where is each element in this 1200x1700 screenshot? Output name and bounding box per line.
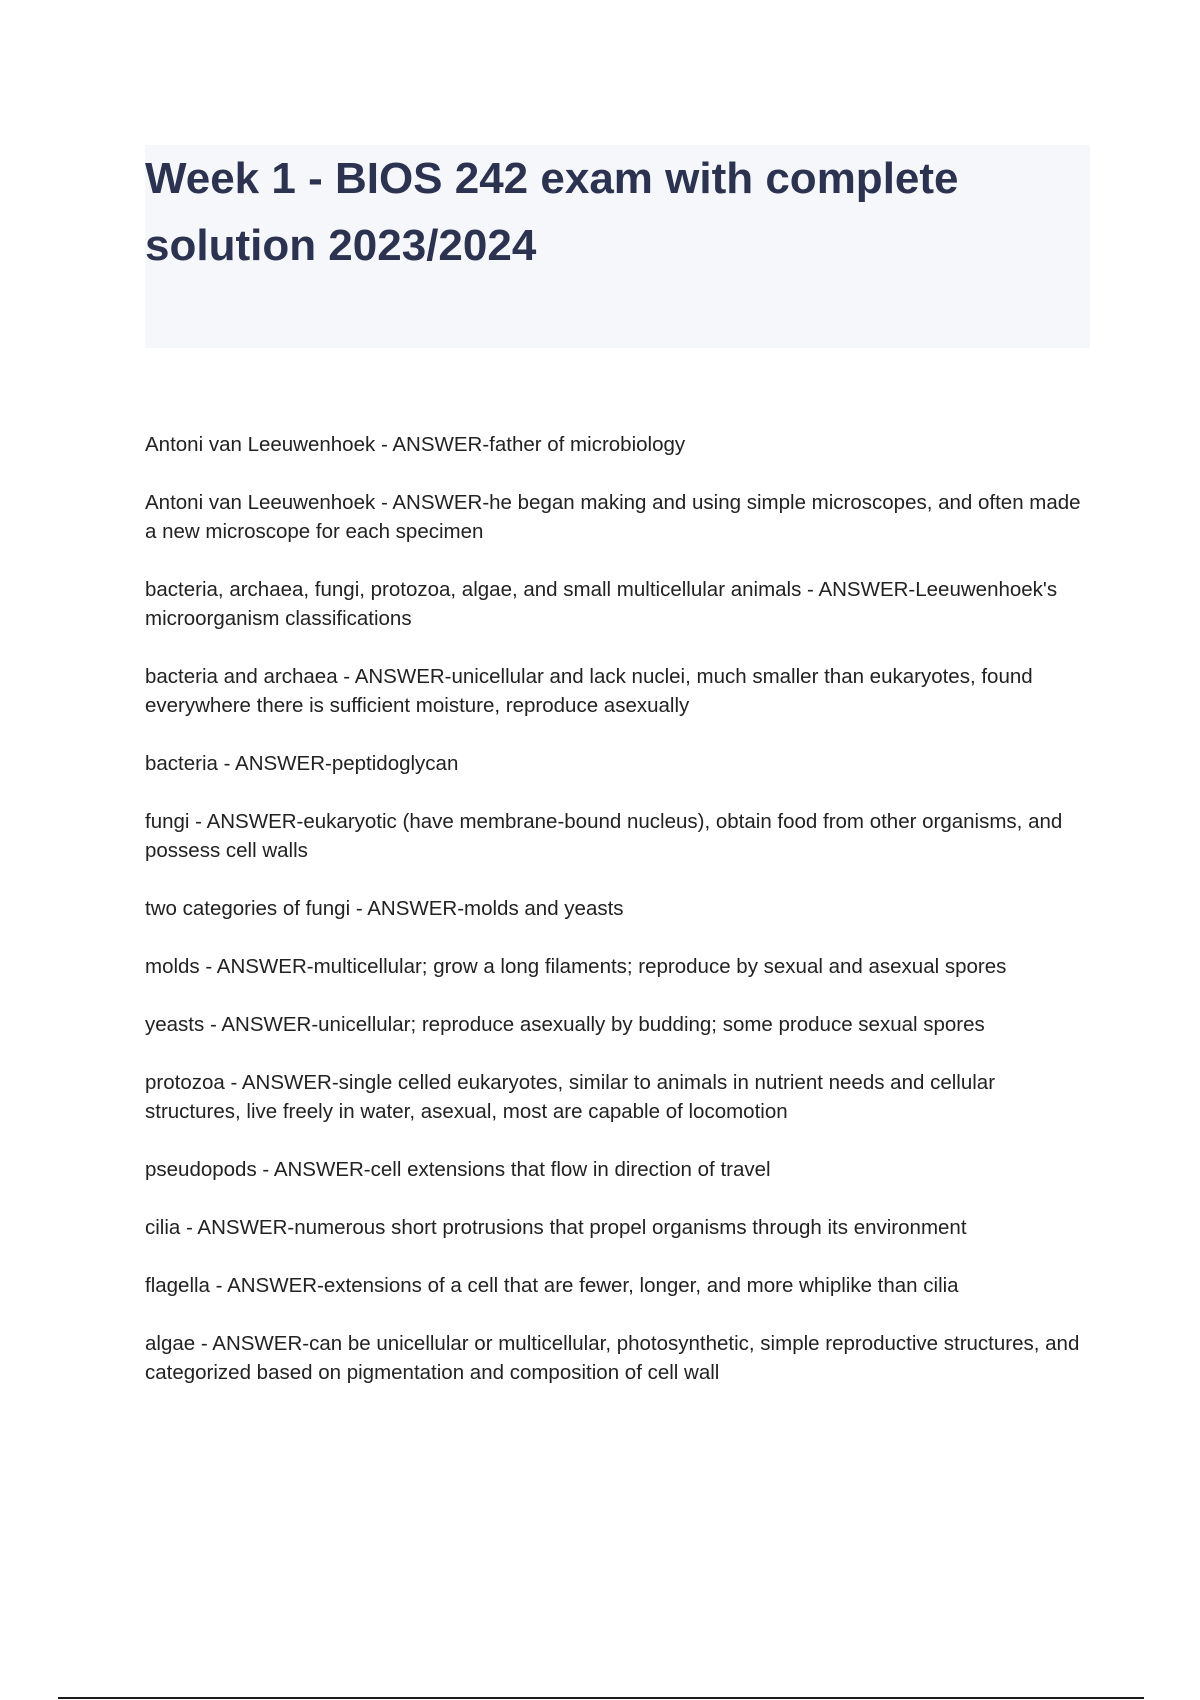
qa-answer: ANSWER-Leeuwenhoek's microorganism classifications xyxy=(145,578,1058,630)
qa-item xyxy=(145,952,1090,981)
qa-answer: ANSWER-father of microbiology xyxy=(392,433,686,456)
qa-answer: ANSWER-single celled eukaryotes, similar to animals in nutrient needs and cellular structures, live freely in water, asexual, most are capable of locomotion xyxy=(145,1071,996,1123)
qa-item xyxy=(145,749,1090,778)
qa-item xyxy=(145,430,1090,459)
qa-item xyxy=(145,807,1090,865)
qa-term: molds xyxy=(145,955,200,978)
qa-answer: ANSWER-unicellular and lack nuclei, much smaller than eukaryotes, found everywhere there is sufficient moisture, reproduce asexually xyxy=(145,665,1033,717)
qa-item xyxy=(145,1155,1090,1184)
qa-answer: ANSWER-can be unicellular or multicellular, photosynthetic, simple reproductive structures, and categorized based on pigmentation and composition of cell wall xyxy=(145,1332,1080,1384)
qa-answer: ANSWER-extensions of a cell that are fewer, longer, and more whiplike than cilia xyxy=(227,1274,959,1297)
qa-term: Antoni van Leeuwenhoek xyxy=(145,433,376,456)
qa-item xyxy=(145,1213,1090,1242)
qa-answer: ANSWER-peptidoglycan xyxy=(235,752,459,775)
qa-answer: ANSWER-molds and yeasts xyxy=(367,897,624,920)
document-title: Week 1 - BIOS 242 exam with complete solution 2023/2024 xyxy=(145,154,959,270)
qa-answer: ANSWER-cell extensions that flow in direction of travel xyxy=(273,1158,771,1181)
qa-term: pseudopods xyxy=(145,1158,257,1181)
page-bottom-divider xyxy=(58,1697,1144,1699)
qa-term: bacteria, archaea, fungi, protozoa, algae, and small multicellular animals xyxy=(145,578,802,601)
qa-answer: ANSWER-he began making and using simple microscopes, and often made a new microscope for each specimen xyxy=(145,491,1081,543)
qa-term: cilia xyxy=(145,1216,181,1239)
qa-term: protozoa xyxy=(145,1071,225,1094)
qa-answer: ANSWER-numerous short protrusions that propel organisms through its environment xyxy=(197,1216,967,1239)
qa-term: bacteria xyxy=(145,752,218,775)
qa-term: Antoni van Leeuwenhoek xyxy=(145,491,376,514)
qa-item xyxy=(145,1271,1090,1300)
qa-term: algae xyxy=(145,1332,196,1355)
qa-item xyxy=(145,1329,1090,1387)
qa-term: yeasts xyxy=(145,1013,205,1036)
qa-term: two categories of fungi xyxy=(145,897,351,920)
qa-term: bacteria and archaea xyxy=(145,665,338,688)
qa-term: flagella xyxy=(145,1274,210,1297)
qa-term: fungi xyxy=(145,810,190,833)
title-block xyxy=(145,145,1090,348)
qa-answer: ANSWER-eukaryotic (have membrane-bound nucleus), obtain food from other organisms, and possess cell walls xyxy=(145,810,1063,862)
qa-item xyxy=(145,488,1090,546)
qa-list xyxy=(145,430,1090,1416)
qa-item xyxy=(145,575,1090,633)
qa-item xyxy=(145,662,1090,720)
qa-item xyxy=(145,1068,1090,1126)
qa-item xyxy=(145,894,1090,923)
qa-answer: ANSWER-unicellular; reproduce asexually by budding; some produce sexual spores xyxy=(221,1013,985,1036)
qa-item xyxy=(145,1010,1090,1039)
qa-answer: ANSWER-multicellular; grow a long filaments; reproduce by sexual and asexual spores xyxy=(216,955,1007,978)
